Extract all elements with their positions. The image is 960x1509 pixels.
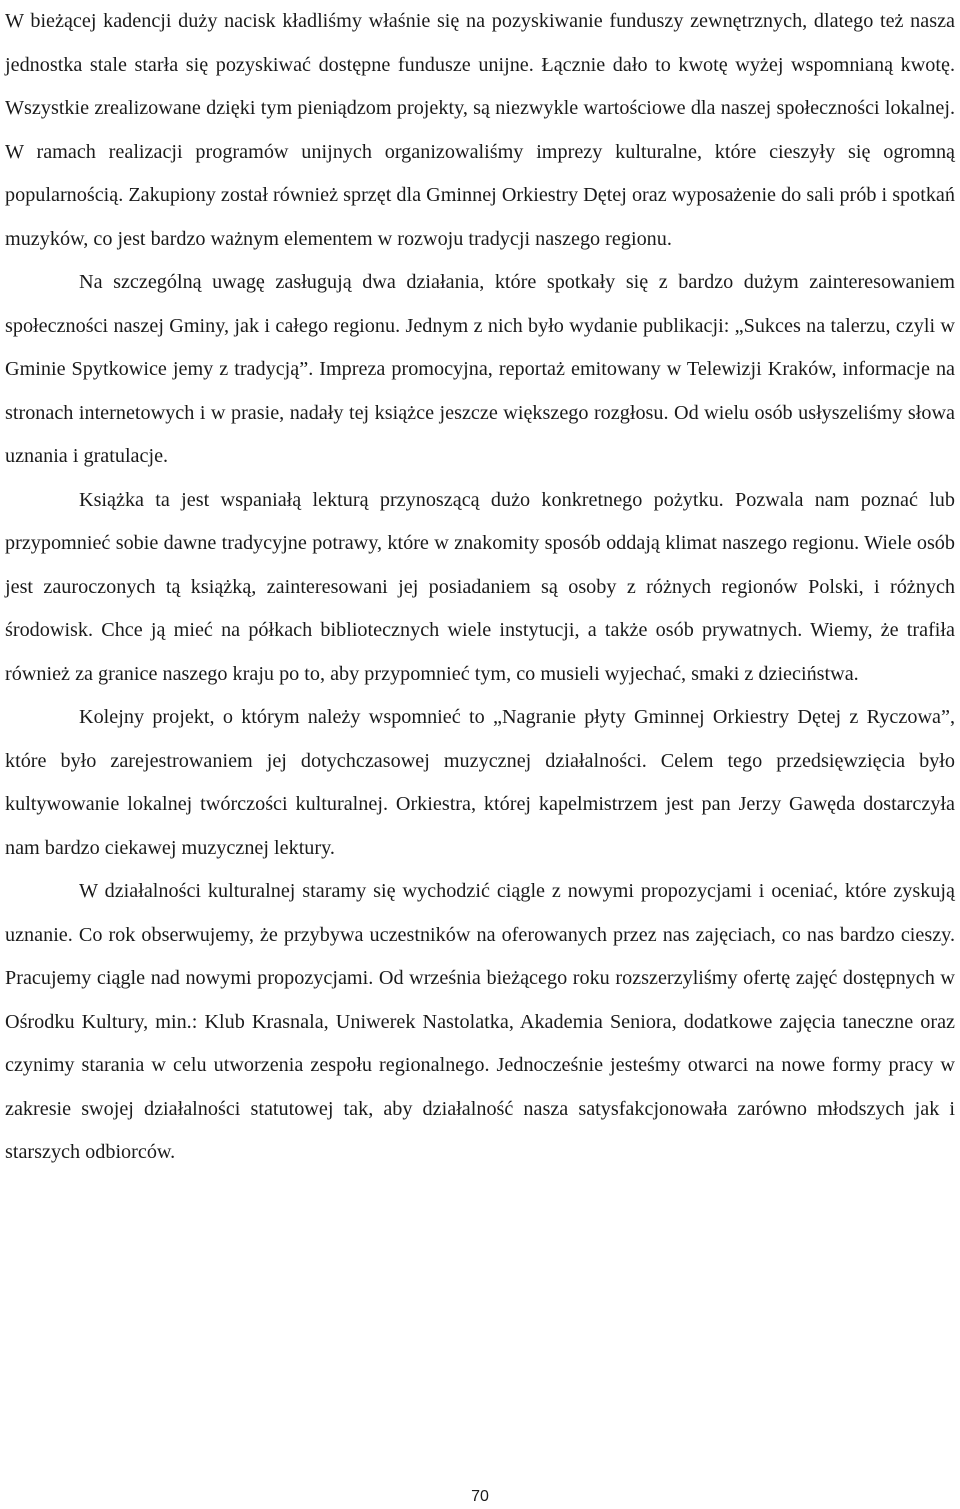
paragraph-orchestra-recording: Kolejny projekt, o którym należy wspomnieć to „Nagranie płyty Gminnej Orkiestry Dętej z Ryczowa”, które było zarejestrowaniem jej dotychczasowej muzycznej działalności. Celem tego przedsięwzięcia było kultywowanie lokalnej twórczości kulturalnej. Orkiestra, której kapelmistrzem jest pan Jerzy Gawęda dostarczyła nam bardzo ciekawej muzycznej lektury.	[5, 706, 955, 859]
document-body	[5, 0, 955, 1175]
paragraph-cultural-activities: W działalności kulturalnej staramy się wychodzić ciągle z nowymi propozycjami i oceniać, które zyskują uznanie. Co rok obserwujemy, że przybywa uczestników na oferowanych przez nas zajęciach, co nas bardzo cieszy. Pracujemy ciągle nad nowymi propozycjami. Od września bieżącego roku rozszerzyliśmy ofertę zajęć dostępnych w Ośrodku Kultury, min.: Klub Krasnala, Uniwerek Nastolatka, Akademia Seniora, dodatkowe zajęcia taneczne oraz czynimy starania w celu utworzenia zespołu regionalnego. Jednocześnie jesteśmy otwarci na nowe formy pracy w zakresie swojej działalności statutowej tak, aby działalność nasza satysfakcjonowała zarówno młodszych jak i starszych odbiorców.	[5, 880, 955, 1163]
paragraph-book: Książka ta jest wspaniałą lekturą przynoszącą dużo konkretnego pożytku. Pozwala nam poznać lub przypomnieć sobie dawne tradycyjne potrawy, które w znakomity sposób oddają klimat naszego regionu. Wiele osób jest zauroczonych tą książką, zainteresowani jej posiadaniem są osoby z różnych regionów Polski, i różnych środowisk. Chce ją mieć na półkach bibliotecznych wiele instytucji, a także osób prywatnych. Wiemy, że trafiła również za granice naszego kraju po to, aby przypomnieć tym, co musieli wyjechać, smaki z dzieciństwa.	[5, 488, 955, 685]
page-number: 70	[471, 1488, 489, 1505]
paragraph-publication: Na szczególną uwagę zasługują dwa działania, które spotkały się z bardzo dużym zainteresowaniem społeczności naszej Gminy, jak i całego regionu. Jednym z nich było wydanie publikacji: „Sukces na talerzu, czyli w Gminie Spytkowice jemy z tradycją”. Impreza promocyjna, reportaż emitowany w Telewizji Kraków, informacje na stronach internetowych i w prasie, nadały tej książce jeszcze większego rozgłosu. Od wielu osób usłyszeliśmy słowa uznania i gratulacje.	[5, 271, 955, 467]
paragraph-external-funding: W bieżącej kadencji duży nacisk kładliśmy właśnie się na pozyskiwanie funduszy zewnętrznych, dlatego też nasza jednostka stale starła się pozyskiwać dostępne fundusze unijne. Łącznie dało to kwotę wyżej wspomnianą kwotę. Wszystkie zrealizowane dzięki tym pieniądzom projekty, są niezwykle wartościowe dla naszej społeczności lokalnej. W ramach realizacji programów unijnych organizowaliśmy imprezy kulturalne, które cieszyły się ogromną popularnością. Zakupiony został również sprzęt dla Gminnej Orkiestry Dętej oraz wyposażenie do sali prób i spotkań muzyków, co jest bardzo ważnym elementem w rozwoju tradycji naszego regionu.	[5, 10, 955, 250]
